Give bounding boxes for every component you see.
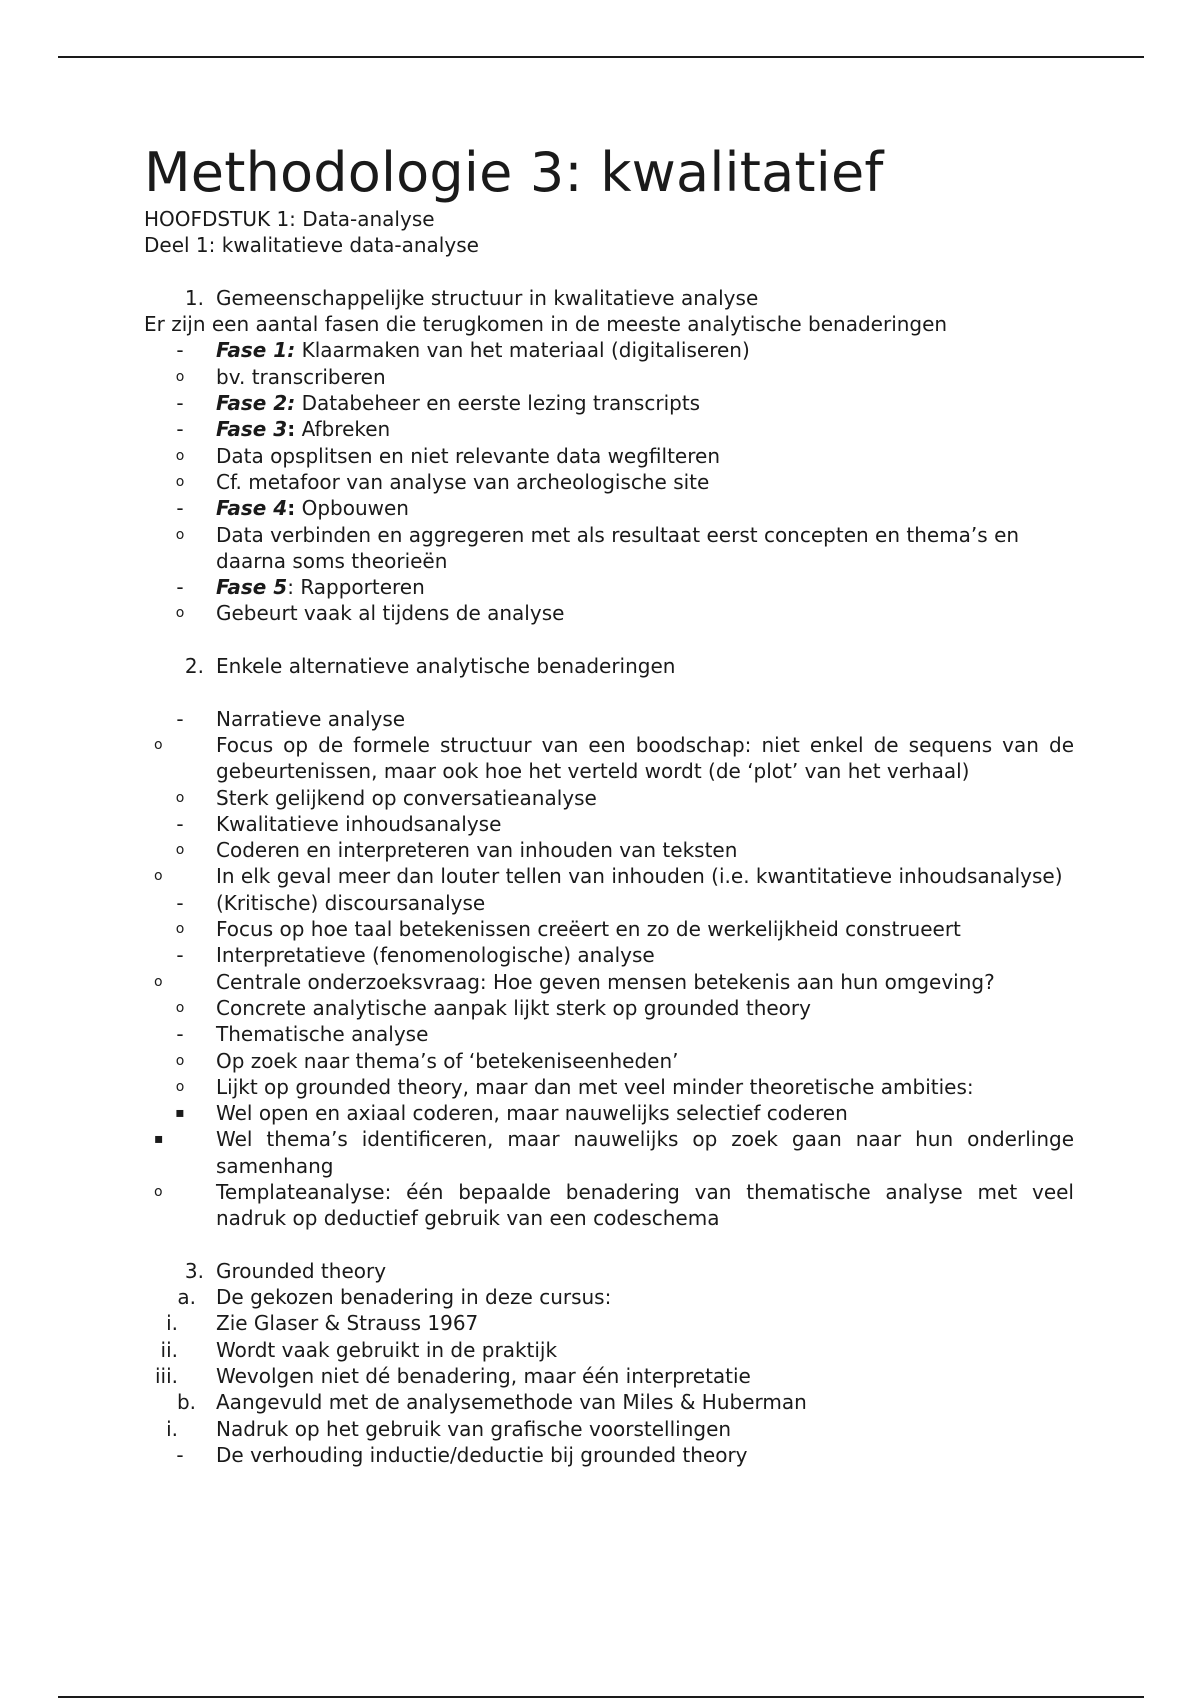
list-item-fase-4: - Fase 4: Opbouwen [176,496,409,521]
list-item: ▪ Wel open en axiaal coderen, maar nauwelijks selectief coderen [175,1101,848,1126]
list-item: - Thematische analyse [176,1022,429,1047]
list-item: o Focus op de formele structuur van een boodschap: niet enkel de sequens van de gebeurtenissen, maar ook hoe het verteld wordt (de ‘plot’ van het verhaal) [154,732,1074,784]
list-item-fase-3: - Fase 3: Afbreken [176,417,391,442]
section-1-heading: 1. Gemeenschappelijke structuur in kwalitatieve analyse [184,285,759,310]
list-item-fase-2: - Fase 2: Databeheer en eerste lezing transcripts [176,391,701,416]
list-item: o Data verbinden en aggregeren met als resultaat eerst concepten en thema’s en daarna soms theorieën [175,522,1020,573]
list-item: o Sterk gelijkend op conversatieanalyse [175,785,597,810]
list-item: iii. Wevolgen niet dé benadering, maar één interpretatie [154,1364,751,1389]
chapter-heading: HOOFDSTUK 1: Data-analyse [144,207,435,231]
list-item: o Concrete analytische aanpak lijkt sterk op grounded theory [175,995,811,1020]
list-item: ii. Wordt vaak gebruikt in de praktijk [160,1337,558,1362]
list-item: ▪ Wel thema’s identificeren, maar nauwelijks op zoek gaan naar hun onderlinge samenhang [154,1127,1074,1178]
section-2-heading: 2. Enkele alternatieve analytische benaderingen [184,654,676,679]
list-item: o In elk geval meer dan louter tellen van inhouden (i.e. kwantitatieve inhoudsanalyse) [154,864,1063,889]
list-item: - (Kritische) discoursanalyse [176,890,486,915]
list-item: a. De gekozen benadering in deze cursus: [177,1285,612,1310]
document-body [144,140,1074,1468]
list-item: o Lijkt op grounded theory, maar dan met veel minder theoretische ambities: [175,1074,974,1099]
list-item-fase-5: - Fase 5: Rapporteren [176,575,425,600]
section-1-intro: Er zijn een aantal fasen die terugkomen in de meeste analytische benaderingen [144,312,948,337]
section-3-heading: 3. Grounded theory [184,1258,387,1283]
list-item: o Gebeurt vaak al tijdens de analyse [175,601,565,626]
bottom-rule [58,1696,1144,1698]
list-item: o Coderen en interpreteren van inhouden van teksten [175,838,738,863]
list-item: i. Zie Glaser & Strauss 1967 [166,1311,479,1336]
list-item: - Interpretatieve (fenomenologische) analyse [176,943,655,968]
list-item: i. Nadruk op het gebruik van grafische voorstellingen [166,1416,732,1441]
list-item: o Templateanalyse: één bepaalde benadering van thematische analyse met veel nadruk op deductief gebruik van een codeschema [154,1179,1074,1231]
list-item: o bv. transcriberen [175,364,386,389]
list-item: - De verhouding inductie/deductie bij grounded theory [176,1442,748,1467]
part-heading: Deel 1: kwalitatieve data-analyse [144,233,479,258]
list-item: - Kwalitatieve inhoudsanalyse [176,811,502,836]
top-rule [58,56,1144,58]
list-item: o Data opsplitsen en niet relevante data wegfilteren [175,443,720,468]
list-item: o Op zoek naar thema’s of ‘betekeniseenheden’ [175,1048,679,1073]
list-item: - Narratieve analyse [176,706,406,731]
page-title: Methodologie 3: kwalitatief [144,141,884,204]
list-item: o Cf. metafoor van analyse van archeologische site [175,469,710,494]
list-item: b. Aangevuld met de analysemethode van Miles & Huberman [176,1390,807,1415]
list-item: o Centrale onderzoeksvraag: Hoe geven mensen betekenis aan hun omgeving? [154,969,995,994]
list-item: o Focus op hoe taal betekenissen creëert en zo de werkelijkheid construeert [175,917,961,942]
list-item-fase-1: - Fase 1: Klaarmaken van het materiaal (digitaliseren) [176,338,750,363]
